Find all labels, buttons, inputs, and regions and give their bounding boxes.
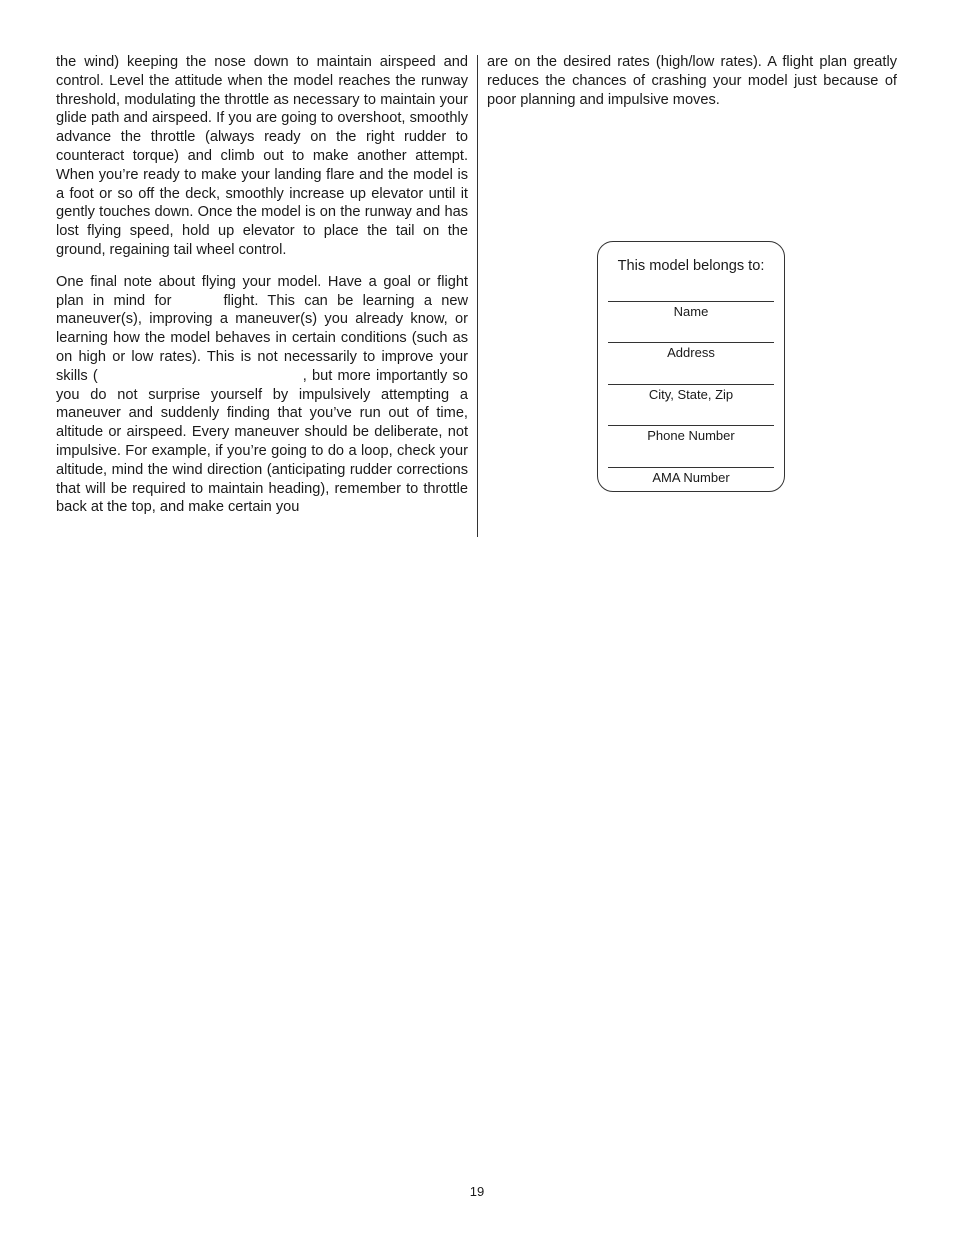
paragraph-flight-plan <box>56 273 468 517</box>
flight-plan-text-a: One final note about flying your model. Have a goal or flight plan in mind for <box>56 273 468 309</box>
flight-plan-text-b: flight. This can be learning a new maneuver(s), improving a maneuver(s) you already know, or learning how the model behaves in certain conditions (such as on high or low rates). This is not necessarily to improve your skills ( <box>56 292 469 384</box>
owner-box-title: This model belongs to: <box>617 258 765 274</box>
paragraph-landing: the wind) keeping the nose down to maintain airspeed and control. Level the attitude when the model reaches the runway threshold, modulating the throttle as necessary to maintain your glide path and airspeed. If you are going to overshoot, smoothly advance the throttle (always ready on the right rudder to counteract torque) and climb out to make another attempt. When you’re ready to make your landing flare and the model is a foot or so off the deck, smoothly increase up elevator until it gently touches down. Once the model is on the runway and has lost flying speed, hold up elevator to place the tail on the ground, regaining tail wheel control. <box>56 54 468 258</box>
column-divider <box>477 55 478 537</box>
ama-number-field-label: AMA Number <box>652 470 730 485</box>
field-line <box>608 384 774 385</box>
page-number: 19 <box>469 1184 485 1199</box>
flight-plan-text-c: , but more importantly so you do not surprise yourself by impulsively attempting a maneuver and suddenly finding that you’ve run out of time, altitude or airspeed. Every maneuver should be deliberate, not impulsive. For example, if you’re going to do a loop, check your altitude, mind the wind direction (anticipating rudder corrections that will be required to maintain heading), remember to throttle back at the top, and make certain you <box>56 367 468 516</box>
address-field-label: Address <box>667 345 715 360</box>
city-state-zip-field-label: City, State, Zip <box>648 387 734 402</box>
city-state-zip-field[interactable] <box>608 384 774 403</box>
field-line <box>608 425 774 426</box>
address-field[interactable] <box>608 342 774 361</box>
right-column <box>487 53 897 109</box>
paragraph-rates: are on the desired rates (high/low rates). A flight plan greatly reduces the chances of crashing your model just because of poor planning and impulsive moves. <box>487 54 897 108</box>
name-field-label: Name <box>673 304 709 319</box>
phone-number-field-label: Phone Number <box>647 428 735 443</box>
field-line <box>608 301 774 302</box>
ama-number-field[interactable] <box>608 467 774 486</box>
field-line <box>608 342 774 343</box>
phone-number-field[interactable] <box>608 425 774 444</box>
name-field[interactable] <box>608 301 774 320</box>
left-column <box>56 53 468 530</box>
owner-info-box <box>597 241 785 492</box>
field-line <box>608 467 774 468</box>
